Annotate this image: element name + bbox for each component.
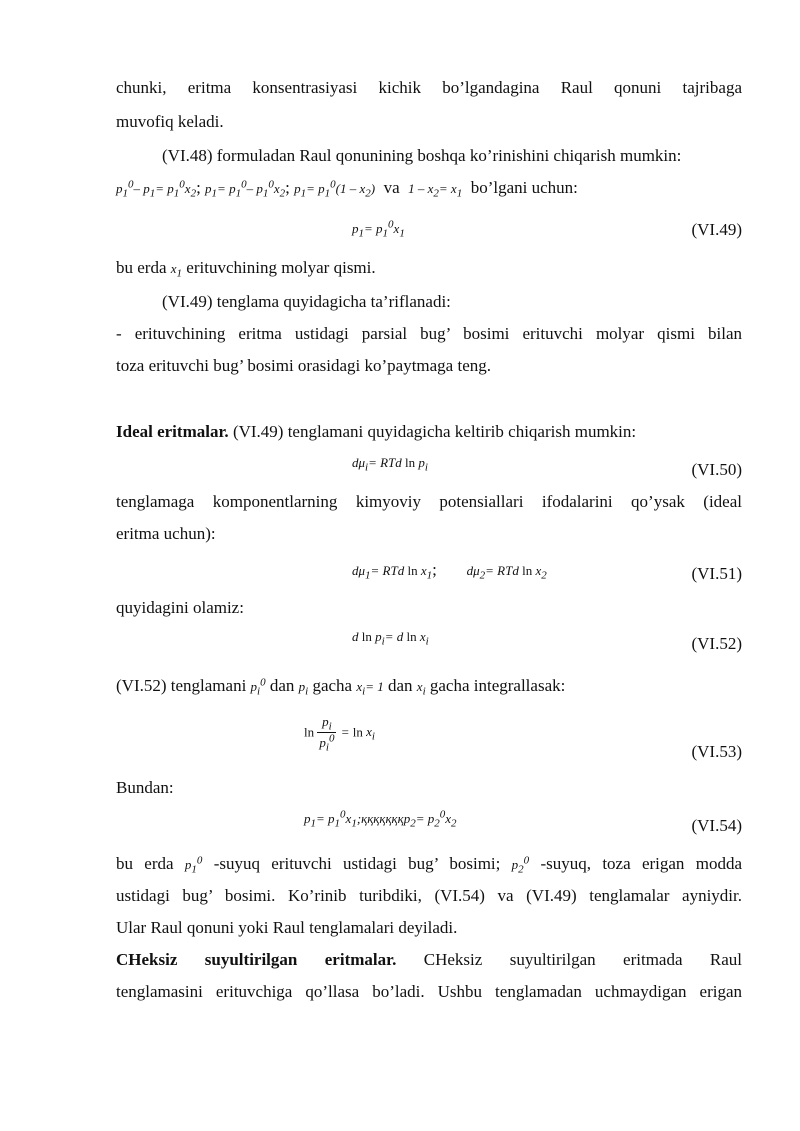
formula: $p_1= p_1^0(1 - x_2)$ bbox=[294, 178, 376, 200]
paragraph-line: (VI.52) tenglamani $p_i^0$ dan $p_i$ gacha $x_i= 1$ dan $x_i$ gacha integrallasak: bbox=[116, 676, 566, 698]
paragraph-line: muvofiq keladi. bbox=[116, 112, 224, 131]
paragraph-line: (VI.48) formuladan Raul qonunining boshqa ko’rinishini chiqarish mumkin: bbox=[162, 146, 682, 165]
paragraph-line: bu erda $x_1$ erituvchining molyar qismi. bbox=[116, 258, 376, 280]
equation: $p_1=$ $p_1^0x_1;қққққққp_2= p_2^0x_2$ bbox=[304, 808, 457, 830]
equation-number: (VI.52) bbox=[691, 634, 742, 653]
paragraph-line: toza erituvchi bug’ bosimi orasidagi ko’paytmaga teng. bbox=[116, 356, 491, 375]
formula: $p_1^0-$ $p_1= p_1^0x_2$ bbox=[116, 178, 197, 200]
equation: $d\mu_1=$ RTd $\ln x_1$; $d\mu_2=$ RTd $\ln x_2$ bbox=[352, 560, 547, 582]
paragraph-line: quyidagini olamiz: bbox=[116, 598, 244, 617]
paragraph-line: Ular Raul qonuni yoki Raul tenglamalari deyiladi. bbox=[116, 918, 458, 937]
section-heading-line: Ideal eritmalar. (VI.49) tenglamani quyidagicha keltirib chiqarish mumkin: bbox=[116, 422, 637, 441]
equation-number: (VI.54) bbox=[691, 816, 742, 835]
connector-text: va bbox=[383, 178, 400, 197]
paragraph-line: - erituvchining eritma ustidagi parsial bug’ bosimi erituvchi molyar qismi bilan bbox=[116, 324, 742, 343]
section-heading: Ideal eritmalar. bbox=[116, 422, 229, 441]
paragraph-line: eritma uchun): bbox=[116, 524, 216, 543]
connector-text: bo’lgani uchun: bbox=[470, 178, 578, 197]
equation-number: (VI.50) bbox=[691, 460, 742, 479]
equation: $d\mu_i=$ RTd $\ln p_i$ bbox=[352, 455, 428, 474]
formula: $1 - x_2= x_1$ bbox=[408, 181, 463, 200]
paragraph-line: chunki, eritma konsentrasiyasi kichik bo’lgandagina Raul qonuni tajribaga bbox=[116, 78, 742, 97]
equation: ln $\frac{p_i}{p_i^0}$ = $\ln x_i$ bbox=[304, 714, 375, 754]
paragraph-line: (VI.49) tenglama quyidagicha ta’riflanadi: bbox=[162, 292, 451, 311]
paragraph-line: tenglamaga komponentlarning kimyoviy potensiallari ifodalarini qo’ysak (ideal bbox=[116, 492, 742, 511]
paragraph-line: Bundan: bbox=[116, 778, 174, 797]
paragraph-line: ustidagi bug’ bosimi. Ko’rinib turibdiki, (VI.54) va (VI.49) tenglamalar ayniydir. bbox=[116, 886, 742, 905]
formula-line: $p_1^0-$ $p_1= p_1^0x_2$; $p_1= p_1^0-$ $p_1^0x_2$; $p_1= p_1^0(1 - x_2)$ va $1 - x_2= x_1$ bo’lgani uchun: bbox=[116, 178, 578, 200]
equation-number: (VI.51) bbox=[691, 564, 742, 583]
equation: $p_1= p_1^0x_1$ bbox=[352, 218, 405, 240]
section-heading-line: CHeksiz suyultirilgan eritmalar. CHeksiz suyultirilgan eritmada Raul bbox=[116, 950, 743, 969]
paragraph-line: tenglamasini erituvchiga qo’llasa bo’ladi. Ushbu tenglamadan uchmaydigan erigan bbox=[116, 982, 742, 1001]
formula: $p_1= p_1^0-$ $p_1^0x_2$ bbox=[205, 178, 286, 200]
equation-number: (VI.53) bbox=[691, 742, 742, 761]
section-heading: CHeksiz suyultirilgan eritmalar. bbox=[116, 950, 397, 969]
equation-number: (VI.49) bbox=[691, 220, 742, 239]
paragraph-line: bu erda $p_1^0$ -suyuq erituvchi ustidagi bug’ bosimi; $p_2^0$ -suyuq, toza erigan modda bbox=[116, 854, 742, 876]
equation: d $\ln p_i= d$ $\ln x_i$ bbox=[352, 629, 429, 648]
